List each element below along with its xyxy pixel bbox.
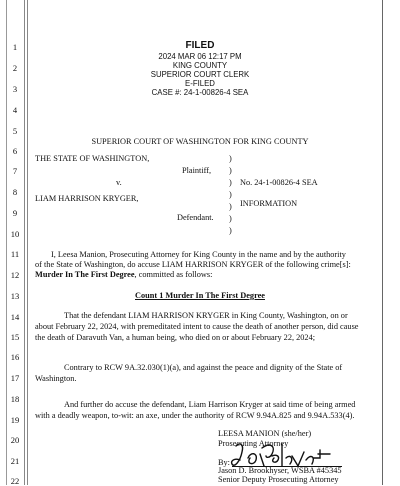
count-body-line-3: the death of Daravuth Van, a human being, who died on or about February 22, 2024; bbox=[35, 333, 316, 342]
contrary-line-2: Washington. bbox=[35, 374, 77, 383]
line-number: 20 bbox=[10, 435, 20, 445]
line-number: 5 bbox=[12, 126, 18, 136]
line-number: 4 bbox=[12, 105, 18, 115]
line-number: 18 bbox=[10, 394, 20, 404]
intro-line-2: of the State of Washington, do accuse LIAM HARRISON KRYGER of the following crime[s]: bbox=[35, 260, 351, 269]
charge-name: Murder In The First Degree bbox=[35, 270, 135, 279]
court-title: SUPERIOR COURT OF WASHINGTON FOR KING COUNTY bbox=[91, 137, 309, 146]
stamp-filed: FILED bbox=[185, 40, 215, 51]
stamp-date: 2024 MAR 06 12:17 PM bbox=[158, 52, 242, 61]
case-number: No. 24-1-00826-4 SEA bbox=[240, 178, 318, 187]
intro-line-1: I, Leesa Manion, Prosecuting Attorney for King County in the name and by the authority bbox=[51, 250, 346, 259]
plaintiff-role: Plaintiff, bbox=[182, 166, 212, 175]
stamp-court-clerk: SUPERIOR COURT CLERK bbox=[150, 70, 250, 79]
defendant-name: LIAM HARRISON KRYGER, bbox=[35, 194, 139, 203]
further-line-2: with a deadly weapon, to-wit: an axe, under the authority of RCW 9.94A.825 and 9.94A.533(4). bbox=[35, 411, 355, 420]
further-line-1: And further do accuse the defendant, Liam Harrison Kryger at said time of being armed bbox=[64, 400, 356, 409]
line-number: 22 bbox=[10, 476, 20, 486]
caption-paren: ) bbox=[229, 214, 232, 223]
stamp-county: KING COUNTY bbox=[172, 61, 228, 70]
line-number: 12 bbox=[10, 270, 20, 280]
line-number: 11 bbox=[10, 249, 20, 259]
line-number: 19 bbox=[10, 415, 20, 425]
prosecutor-name: LEESA MANION (she/her) bbox=[218, 429, 312, 438]
line-number: 15 bbox=[10, 332, 20, 342]
line-number: 7 bbox=[12, 166, 18, 176]
signature-by-label: By: bbox=[218, 458, 230, 467]
count-body-line-1: That the defendant LIAM HARRISON KRYGER in King County, Washington, on or bbox=[64, 311, 348, 320]
line-number: 16 bbox=[10, 352, 20, 362]
stamp-case-number: CASE #: 24-1-00826-4 SEA bbox=[151, 88, 249, 97]
caption-paren: ) bbox=[229, 202, 232, 211]
versus: v. bbox=[116, 178, 122, 187]
line-number: 2 bbox=[12, 63, 18, 73]
line-number: 3 bbox=[12, 84, 18, 94]
caption-paren: ) bbox=[229, 190, 232, 199]
prosecutor-title: Prosecuting Attorney bbox=[218, 439, 289, 448]
line-number: 9 bbox=[12, 208, 18, 218]
line-number: 6 bbox=[12, 146, 18, 156]
stamp-efiled: E-FILED bbox=[185, 79, 215, 88]
line-number: 1 bbox=[12, 42, 18, 52]
contrary-line-1: Contrary to RCW 9A.32.030(1)(a), and against the peace and dignity of the State of bbox=[64, 363, 343, 372]
plaintiff-name: THE STATE OF WASHINGTON, bbox=[35, 154, 150, 163]
defendant-role: Defendant. bbox=[177, 213, 214, 222]
filing-stamp bbox=[0, 40, 400, 97]
line-number: 8 bbox=[12, 187, 18, 197]
signer-name: Jason D. Brookhyser, WSBA #45345 bbox=[218, 466, 342, 475]
line-number: 14 bbox=[10, 312, 20, 322]
line-number: 13 bbox=[10, 291, 20, 301]
line-number: 10 bbox=[10, 229, 20, 239]
line-number: 21 bbox=[10, 456, 20, 466]
caption-paren: ) bbox=[229, 226, 232, 235]
line-number: 17 bbox=[10, 373, 20, 383]
count-heading: Count 1 Murder In The First Degree bbox=[135, 291, 265, 300]
intro-line-3 bbox=[35, 270, 212, 280]
caption-paren: ) bbox=[229, 154, 232, 163]
caption-paren: ) bbox=[229, 178, 232, 187]
intro-line-3-tail: , committed as follows: bbox=[134, 270, 213, 279]
signer-title: Senior Deputy Prosecuting Attorney bbox=[218, 475, 339, 484]
count-body-line-2: about February 22, 2024, with premeditated intent to cause the death of another person, did cause bbox=[35, 322, 359, 331]
document-type: INFORMATION bbox=[240, 199, 298, 208]
caption-paren: ) bbox=[229, 166, 232, 175]
